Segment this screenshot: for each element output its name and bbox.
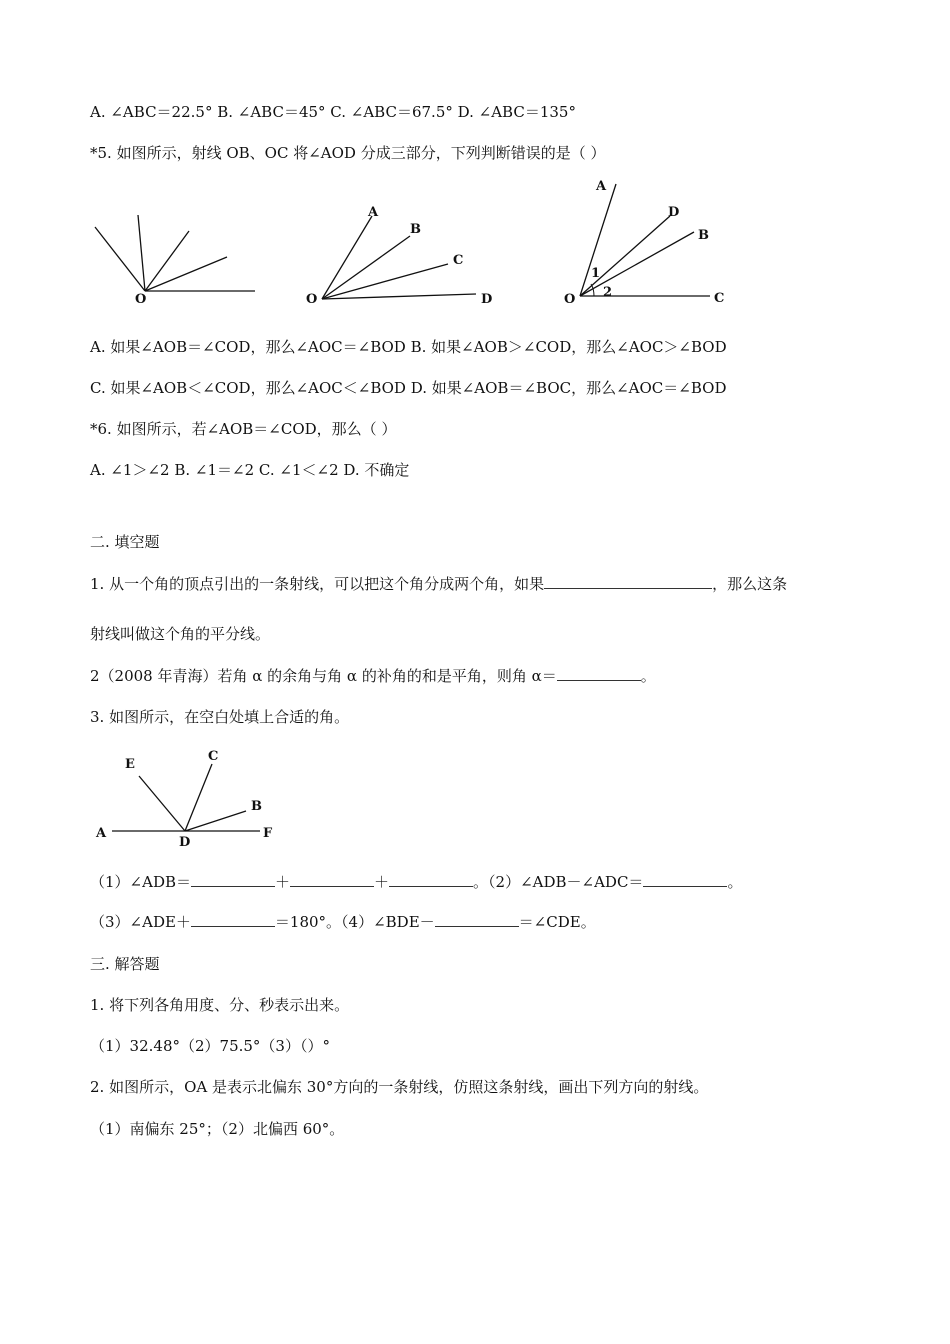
text: （1）∠ADB＝ xyxy=(90,873,191,891)
s2-q1-text-a: 1. 从一个角的顶点引出的一条射线，可以把这个角分成两个角，如果 xyxy=(90,575,545,593)
s2-q1 xyxy=(90,573,787,594)
answer-blank[interactable] xyxy=(191,914,275,927)
section-3-title: 三. 解答题 xyxy=(90,955,160,973)
label-e: E xyxy=(125,757,135,772)
label-c: C xyxy=(453,253,464,268)
label-a: A xyxy=(368,205,379,220)
label-a: A xyxy=(596,180,607,194)
s2-q3: 3. 如图所示，在空白处填上合适的角。 xyxy=(90,708,350,726)
q5-stem: *5. 如图所示，射线 OB、OC 将∠AOD 分成三部分，下列判断错误的是（ ） xyxy=(90,144,606,162)
label-d: D xyxy=(179,835,191,850)
label-angle-1: 1 xyxy=(591,266,601,281)
q5-options-ab: A. 如果∠AOB＝∠COD，那么∠AOC＝∠BOD B. 如果∠AOB＞∠COD，那么∠AOC＞∠BOD xyxy=(90,338,727,356)
s3-q2-sub: （1）南偏东 25°；（2）北偏西 60°。 xyxy=(90,1120,345,1138)
answer-blank[interactable] xyxy=(435,914,519,927)
label-a: A xyxy=(96,826,107,841)
text: 。 xyxy=(727,873,743,891)
label-o: O xyxy=(135,292,147,307)
label-c: C xyxy=(714,291,725,306)
s2-q1-line2: 射线叫做这个角的平分线。 xyxy=(90,625,271,643)
label-b: B xyxy=(251,799,262,814)
q4-options: A. ∠ABC＝22.5° B. ∠ABC＝45° C. ∠ABC＝67.5° D. ∠ABC＝135° xyxy=(90,103,576,121)
label-angle-2: 2 xyxy=(603,285,613,300)
text: ＋ xyxy=(275,873,291,891)
figure-angle-adf xyxy=(90,745,280,850)
s3-q1: 1. 将下列各角用度、分、秒表示出来。 xyxy=(90,996,350,1014)
s2-q3-sub1 xyxy=(90,871,742,892)
label-b: B xyxy=(410,222,421,237)
text: ＝180°。（4）∠BDE－ xyxy=(274,913,435,931)
text: （3）∠ADE＋ xyxy=(90,913,191,931)
label-o: O xyxy=(306,292,318,307)
answer-blank[interactable] xyxy=(191,874,275,887)
answer-blank[interactable] xyxy=(557,668,641,681)
label-d: D xyxy=(668,205,680,220)
s2-q2 xyxy=(90,665,656,686)
text: ＋ xyxy=(374,873,390,891)
s2-q1-text-b: ，那么这条 xyxy=(712,575,788,593)
figure-angle-aod xyxy=(300,200,500,310)
text: ＝∠CDE。 xyxy=(518,913,596,931)
s3-q1-sub: （1）32.48°（2）75.5°（3）（）° xyxy=(90,1037,330,1055)
label-d: D xyxy=(481,292,493,307)
label-o: O xyxy=(564,292,576,307)
s2-q2-text-b: 。 xyxy=(640,667,656,685)
answer-blank[interactable] xyxy=(389,874,473,887)
s3-q2: 2. 如图所示，OA 是表示北偏东 30°方向的一条射线，仿照这条射线，画出下列方向的射线。 xyxy=(90,1078,709,1096)
figure-angles-1-2 xyxy=(560,180,735,308)
label-c: C xyxy=(208,749,219,764)
text: 。（2）∠ADB－∠ADC＝ xyxy=(473,873,644,891)
answer-blank[interactable] xyxy=(290,874,374,887)
s2-q3-sub2 xyxy=(90,911,596,932)
answer-blank[interactable] xyxy=(643,874,727,887)
section-2-title: 二. 填空题 xyxy=(90,533,160,551)
q6-options: A. ∠1＞∠2 B. ∠1＝∠2 C. ∠1＜∠2 D. 不确定 xyxy=(90,461,410,479)
label-b: B xyxy=(698,228,709,243)
answer-blank[interactable] xyxy=(544,576,712,589)
s2-q2-text-a: 2（2008 年青海）若角 α 的余角与角 α 的补角的和是平角，则角 α＝ xyxy=(90,667,557,685)
q5-options-cd: C. 如果∠AOB＜∠COD，那么∠AOC＜∠BOD D. 如果∠AOB＝∠BOC，那么∠AOC＝∠BOD xyxy=(90,379,727,397)
q6-stem: *6. 如图所示，若∠AOB＝∠COD，那么（ ） xyxy=(90,420,397,438)
figure-rays-1 xyxy=(85,215,265,310)
label-f: F xyxy=(263,826,273,841)
